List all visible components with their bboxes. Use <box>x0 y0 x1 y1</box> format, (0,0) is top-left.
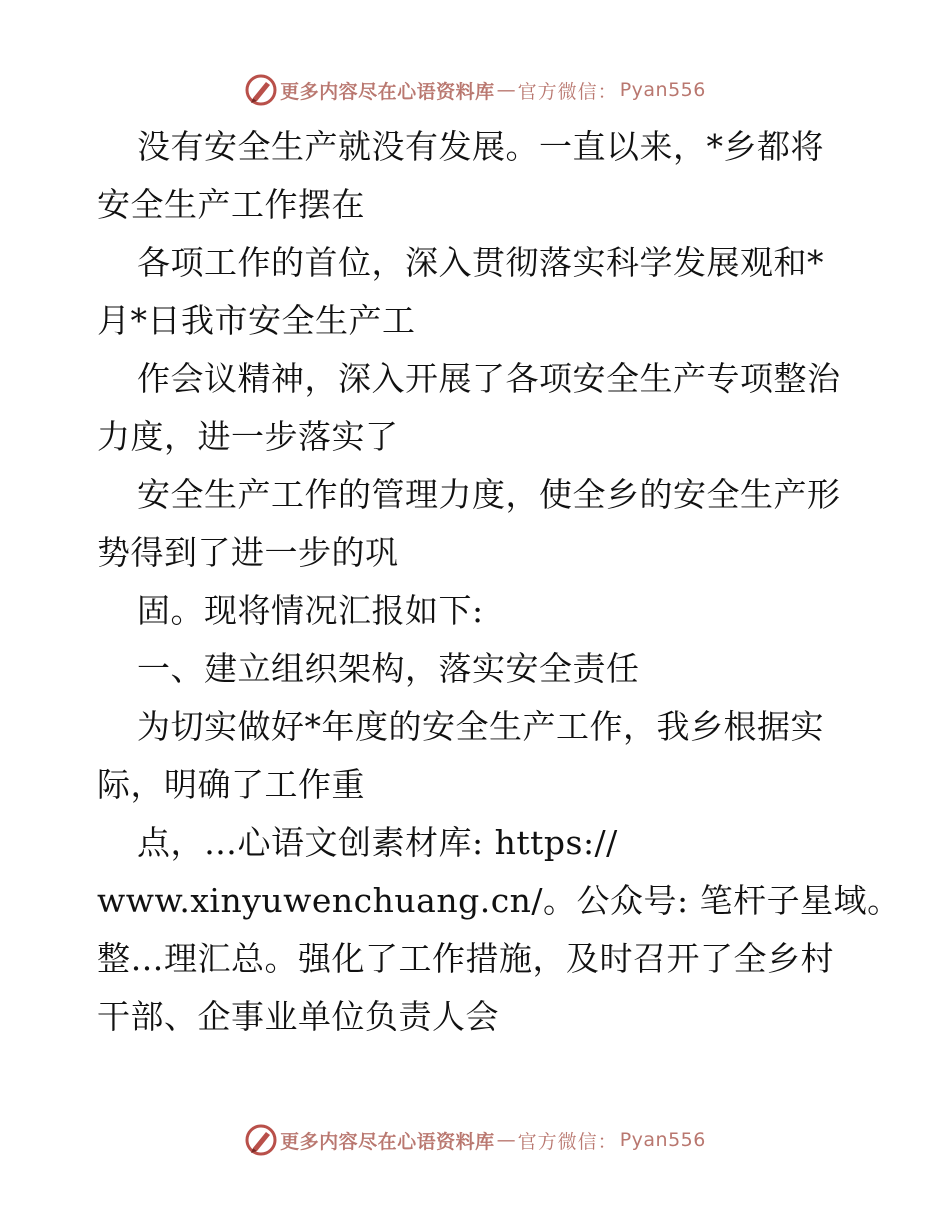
paragraph-line: www.xinyuwenchuang.cn/。公众号: 笔杆子星域。 <box>97 881 901 920</box>
paragraph-line: 干部、企事业单位负责人会 <box>97 997 499 1036</box>
pen-logo-icon <box>244 1123 278 1157</box>
paragraph-line: 点，…心语文创素材库: https:// <box>137 823 618 862</box>
header-watermark-banner <box>0 70 950 110</box>
paragraph-line: 各项工作的首位，深入贯彻落实科学发展观和* <box>137 243 824 282</box>
paragraph-line: 安全生产工作的管理力度，使全乡的安全生产形 <box>137 475 841 514</box>
paragraph-line: 整…理汇总。强化了工作措施，及时召开了全乡村 <box>97 939 834 978</box>
paragraph-line: 力度，进一步落实了 <box>97 417 399 456</box>
paragraph-line: 势得到了进一步的巩 <box>97 533 399 572</box>
banner-separator: — <box>496 79 516 101</box>
banner-wechat-id: Pyan556 <box>619 1129 706 1151</box>
banner-brand-text: 更多内容尽在心语资料库 <box>280 1130 495 1153</box>
banner-wechat-id: Pyan556 <box>619 79 706 101</box>
paragraph-line: 固。现将情况汇报如下: <box>137 591 484 630</box>
footer-watermark-banner <box>0 1120 950 1160</box>
paragraph-line: 安全生产工作摆在 <box>97 185 365 224</box>
paragraph-line: 没有安全生产就没有发展。一直以来，*乡都将 <box>137 127 824 166</box>
banner-wechat-label: 官方微信： <box>517 1130 618 1153</box>
paragraph-line: 际，明确了工作重 <box>97 765 365 804</box>
banner-separator: — <box>496 1129 516 1151</box>
pen-logo-icon <box>244 73 278 107</box>
paragraph-line: 月*日我市安全生产工 <box>97 301 416 340</box>
banner-brand-text: 更多内容尽在心语资料库 <box>280 80 495 103</box>
paragraph-line: 为切实做好*年度的安全生产工作，我乡根据实 <box>137 707 824 746</box>
banner-wechat-label: 官方微信： <box>517 80 618 103</box>
document-body <box>97 118 901 1046</box>
paragraph-line: 作会议精神，深入开展了各项安全生产专项整治 <box>137 359 841 398</box>
section-heading: 一、建立组织架构，落实安全责任 <box>137 649 640 688</box>
